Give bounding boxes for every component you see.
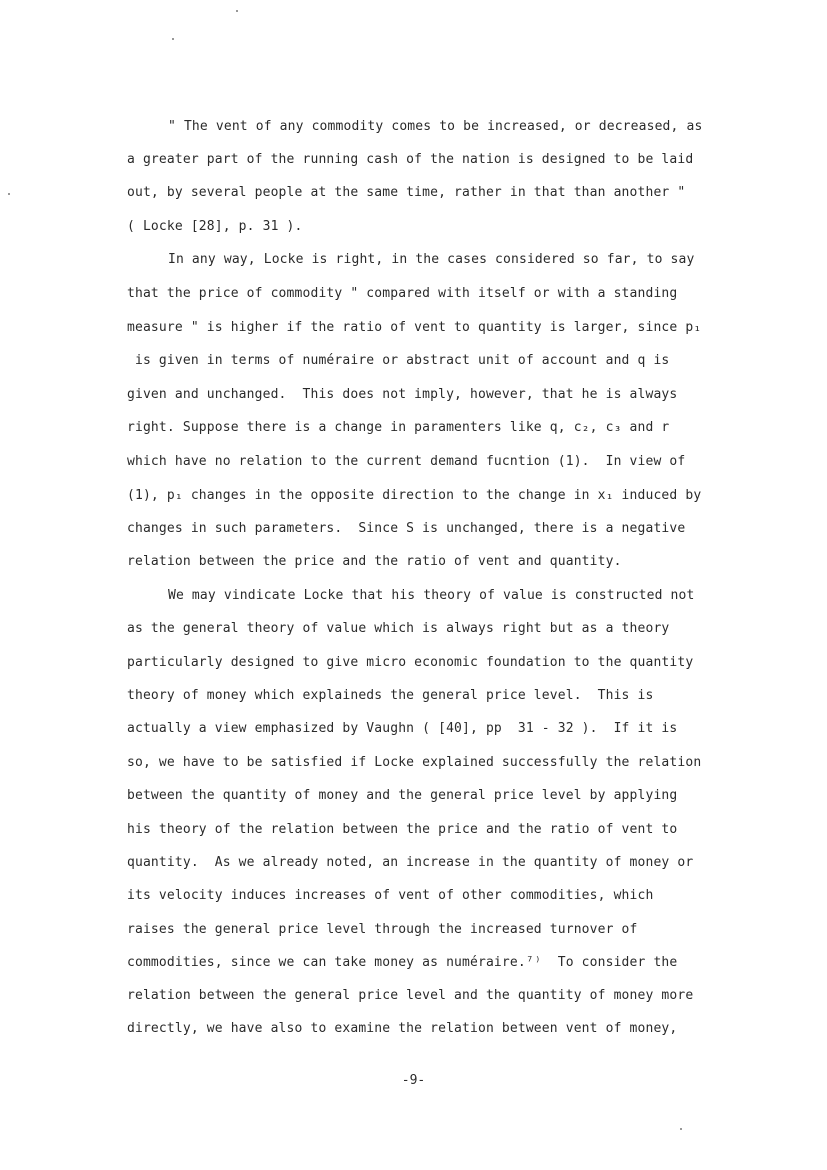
- text-line: theory of money which explaineds the general price level. This is: [127, 688, 654, 703]
- text-line: actually a view emphasized by Vaughn ( [40], pp 31 - 32 ). If it is: [127, 721, 678, 736]
- text-line: commodities, since we can take money as numéraire.⁷⁾ To consider the: [127, 955, 678, 970]
- text-line: a greater part of the running cash of the nation is designed to be laid: [127, 152, 694, 167]
- text-line: so, we have to be satisfied if Locke explained successfully the relation: [127, 755, 702, 770]
- text-line: ( Locke [28], p. 31 ).: [127, 219, 303, 234]
- page-number: -9-: [401, 1073, 426, 1088]
- scan-speck: [236, 10, 238, 12]
- text-line: " The vent of any commodity comes to be increased, or decreased, as: [168, 119, 703, 134]
- scan-speck: [172, 38, 174, 40]
- scan-speck: [680, 1128, 682, 1130]
- text-line: which have no relation to the current demand fucntion (1). In view of: [127, 454, 686, 469]
- text-line: relation between the general price level and the quantity of money more: [127, 988, 694, 1003]
- text-line: that the price of commodity " compared with itself or with a standing: [127, 286, 678, 301]
- text-line: relation between the price and the ratio of vent and quantity.: [127, 554, 622, 569]
- text-line: In any way, Locke is right, in the cases considered so far, to say: [168, 252, 695, 267]
- text-line: is given in terms of numéraire or abstract unit of account and q is: [127, 353, 670, 368]
- text-line: measure " is higher if the ratio of vent to quantity is larger, since p₁: [127, 320, 702, 335]
- text-line: We may vindicate Locke that his theory of value is constructed not: [168, 588, 695, 603]
- text-line: quantity. As we already noted, an increase in the quantity of money or: [127, 855, 694, 870]
- text-line: particularly designed to give micro economic foundation to the quantity: [127, 655, 694, 670]
- text-line: its velocity induces increases of vent of other commodities, which: [127, 888, 654, 903]
- text-line: directly, we have also to examine the relation between vent of money,: [127, 1021, 678, 1036]
- text-line: given and unchanged. This does not imply, however, that he is always: [127, 387, 678, 402]
- text-line: right. Suppose there is a change in paramenters like q, c₂, c₃ and r: [127, 420, 670, 435]
- text-line: out, by several people at the same time, rather in that than another ": [127, 185, 686, 200]
- scan-speck: [8, 193, 10, 195]
- text-line: between the quantity of money and the general price level by applying: [127, 788, 678, 803]
- text-line: (1), p₁ changes in the opposite direction to the change in x₁ induced by: [127, 488, 702, 503]
- text-line: raises the general price level through the increased turnover of: [127, 922, 638, 937]
- text-line: as the general theory of value which is always right but as a theory: [127, 621, 670, 636]
- text-line: changes in such parameters. Since S is unchanged, there is a negative: [127, 521, 686, 536]
- text-line: his theory of the relation between the price and the ratio of vent to: [127, 822, 678, 837]
